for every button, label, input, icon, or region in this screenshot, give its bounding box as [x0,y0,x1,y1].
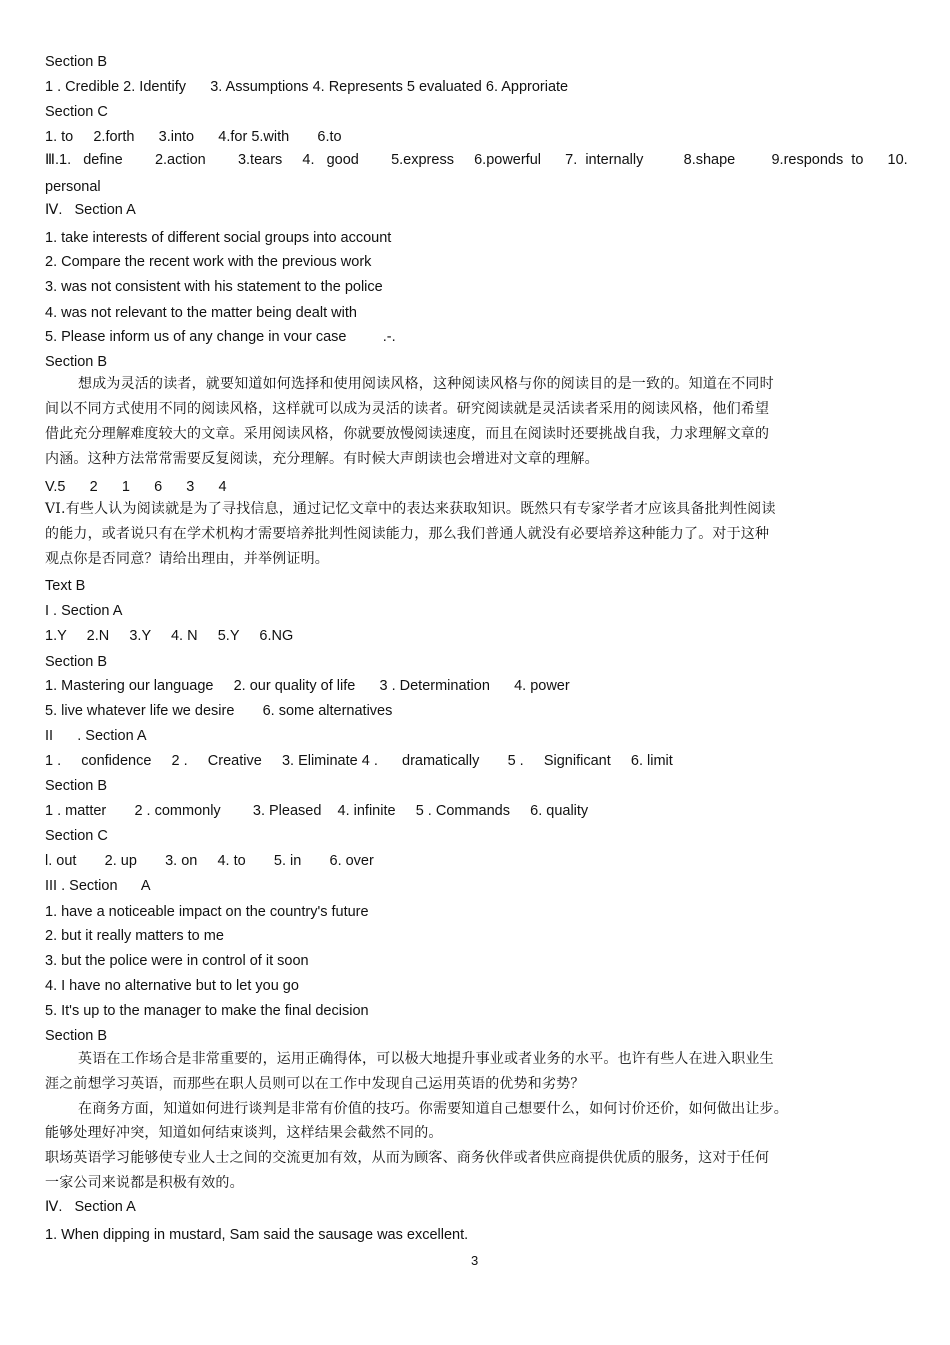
translation-line: 的能力，或者说只有在学术机构才需要培养批判性阅读能力，那么我们普通人就没有必要培养这种能力了。对于这种 [45,526,770,542]
translation-line: 想成为灵活的读者，就要知道如何选择和使用阅读风格，这种阅读风格与你的阅读目的是一致的。知道在不同时 [78,376,774,392]
section-heading: Text B [45,578,86,594]
section-heading: Ⅳ. Section A [45,202,136,218]
answer-line: 1 . confidence 2 . Creative 3. Eliminate 4 . dramatically 5 . Significant 6. limit [45,753,673,769]
section-heading: Ⅳ. Section A [45,1199,136,1215]
answer-line: 3. but the police were in control of it soon [45,953,309,969]
translation-line: 能够处理好冲突，知道如何结束谈判，这样结果会截然不同的。 [45,1125,443,1141]
answer-line: 3. was not consistent with his statement to the police [45,279,383,295]
section-heading: III . Section A [45,878,151,894]
answer-line: 1 . matter 2 . commonly 3. Pleased 4. infinite 5 . Commands 6. quality [45,803,589,819]
translation-line: 职场英语学习能够使专业人士之间的交流更加有效，从而为顾客、商务伙伴或者供应商提供优质的服务，这对于任何 [45,1150,770,1166]
answer-line: V.5 2 1 6 3 4 [45,479,227,495]
section-heading: Section B [45,354,108,370]
answer-line: 5. Please inform us of any change in vour case .-. [45,329,396,345]
section-heading: Section B [45,778,108,794]
answer-line: 4. was not relevant to the matter being dealt with [45,305,357,321]
answer-line: 2. but it really matters to me [45,928,224,944]
answer-line: l. out 2. up 3. on 4. to 5. in 6. over [45,853,374,869]
answer-line: 5. It's up to the manager to make the final decision [45,1003,369,1019]
answer-line: personal [45,179,101,195]
section-heading: Section C [45,828,108,844]
section-heading: Section B [45,54,108,70]
answer-line: 1. Mastering our language 2. our quality of life 3 . Determination 4. power [45,678,570,694]
page-number: 3 [471,1253,479,1268]
answer-line: Ⅲ.1. define 2.action 3.tears 4. good 5.express 6.powerful 7. internally 8.shape 9.responds to 10. [45,152,908,168]
section-heading: II . Section A [45,728,147,744]
answer-line: 1. When dipping in mustard, Sam said the sausage was excellent. [45,1227,469,1243]
translation-line: 内涵。这种方法常常需要反复阅读，充分理解。有时候大声朗读也会增进对文章的理解。 [45,451,599,467]
translation-line: 借此充分理解难度较大的文章。采用阅读风格，你就要放慢阅读速度，而且在阅读时还要挑战自我，力求理解文章的 [45,426,770,442]
answer-line: 1. to 2.forth 3.into 4.for 5.with 6.to [45,129,342,145]
translation-line: 一家公司来说都是积极有效的。 [45,1175,244,1191]
translation-line: 观点你是否同意？请给出理由，并举例证明。 [45,551,329,567]
section-heading: Section B [45,1028,108,1044]
section-heading: Section C [45,104,108,120]
answer-line: 1. have a noticeable impact on the country's future [45,904,369,920]
translation-line: 在商务方面，知道如何进行谈判是非常有价值的技巧。你需要知道自己想要什么，如何讨价还价，如何做出让步。 [78,1101,788,1117]
translation-line: VI.有些人认为阅读就是为了寻找信息，通过记忆文章中的表达来获取知识。既然只有专家学者才应该具备批判性阅读 [45,501,776,517]
answer-line: 1. take interests of different social groups into account [45,230,392,246]
section-heading: Section B [45,654,108,670]
translation-line: 涯之前想学习英语，而那些在职人员则可以在工作中发现自己运用英语的优势和劣势？ [45,1076,585,1092]
answer-line: 5. live whatever life we desire 6. some alternatives [45,703,393,719]
answer-line: 4. I have no alternative but to let you go [45,978,299,994]
answer-line: 1 . Credible 2. Identify 3. Assumptions 4. Represents 5 evaluated 6. Approriate [45,79,569,95]
answer-line: 1.Y 2.N 3.Y 4. N 5.Y 6.NG [45,628,294,644]
translation-line: 间以不同方式使用不同的阅读风格，这样就可以成为灵活的读者。研究阅读就是灵活读者采用的阅读风格，他们希望 [45,401,770,417]
translation-line: 英语在工作场合是非常重要的，运用正确得体，可以极大地提升事业或者业务的水平。也许有些人在进入职业生 [78,1051,774,1067]
answer-line: 2. Compare the recent work with the previous work [45,254,372,270]
section-heading: I . Section A [45,603,123,619]
